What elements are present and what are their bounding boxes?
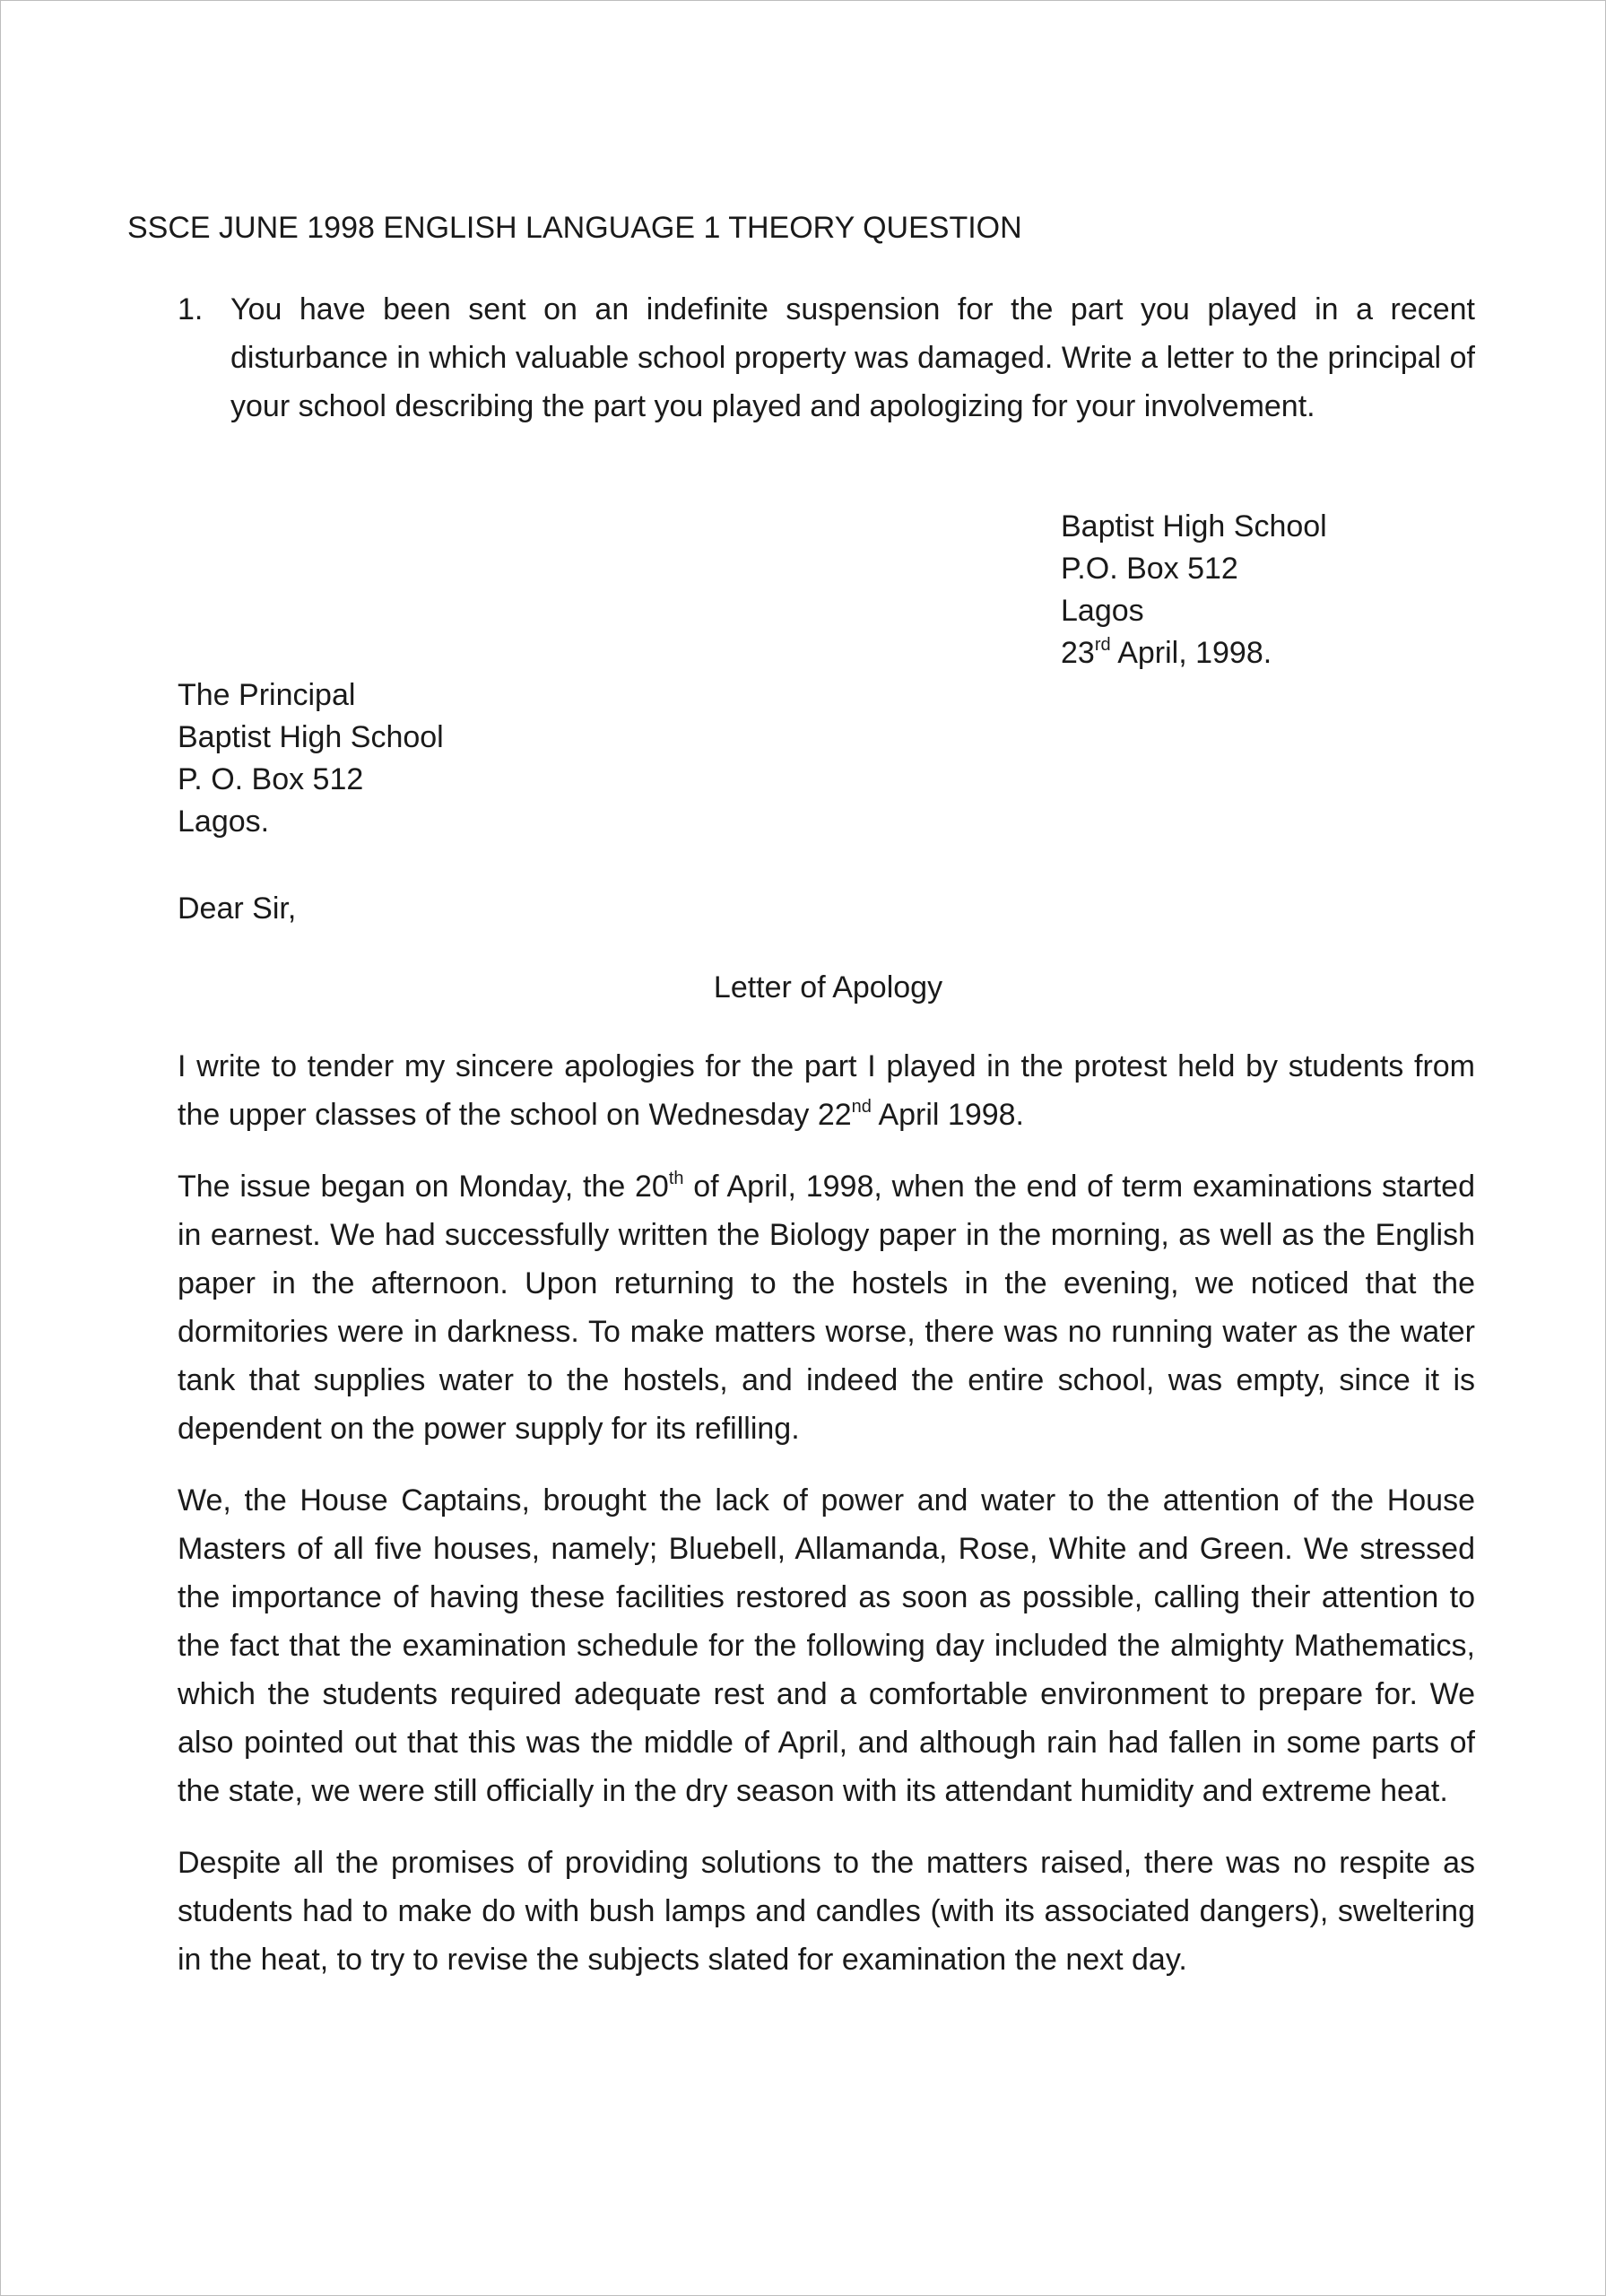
sender-po-box: P.O. Box 512 (1061, 552, 1238, 586)
paragraph-2-text-end: of April, 1998, when the end of term examinations started in earnest. We had successfully written the Biology paper in the morning, as well as the English paper in the afternoon. Upon returning to the hostels in the evening, we noticed that the dormitories were in darkness. To make matters worse, there was no running water as the water tank that supplies water to the hostels, and indeed the entire school, was empty, since it is dependent on the power supply for its refilling. (178, 1170, 1476, 1446)
paragraph-1-suffix: nd (851, 1097, 872, 1117)
sender-city: Lagos (1061, 594, 1144, 628)
date-suffix: rd (1094, 635, 1111, 655)
salutation: Dear Sir, (178, 891, 297, 926)
recipient-title: The Principal (178, 678, 356, 712)
date-day: 23 (1061, 636, 1095, 670)
sender-school: Baptist High School (1061, 509, 1327, 544)
paragraph-1-text-end: April 1998. (871, 1098, 1025, 1132)
letter-subject: Letter of Apology (713, 970, 943, 1004)
sender-address (1061, 506, 1327, 674)
letter-body (178, 1042, 1475, 2007)
paragraph-1-text: I write to tender my sincere apologies for the part I played in the protest held by students from the upper classes of the school on Wednesday 22 (178, 1049, 1475, 1132)
paragraph-4: Despite all the promises of providing solutions to the matters raised, there was no respite as students had to make do with bush lamps and candles (with its associated dangers), sweltering in the heat, to try to revise the subjects slated for examination the next day. (178, 1846, 1475, 1977)
paragraph-2-suffix: th (668, 1169, 684, 1188)
recipient-address (178, 674, 444, 843)
question-number: 1. (178, 292, 204, 326)
paragraph-2 (178, 1162, 1475, 1453)
paragraph-3: We, the House Captains, brought the lack of power and water to the attention of the House Masters of all five houses, namely; Bluebell, Allamanda, Rose, White and Green. We stressed the importance of having these facilities restored as soon as possible, calling their attention to the fact that the examination schedule for the following day included the almighty Mathematics, which the students required adequate rest and a comfortable environment to prepare for. We also pointed out that this was the middle of April, and although rain had fallen in some parts of the state, we were still officially in the dry season with its attendant humidity and extreme heat. (178, 1483, 1475, 1808)
question-text: You have been sent on an indefinite suspension for the part you played in a recent disturbance in which valuable school property was damaged. Write a letter to the principal of your school describing the part you played and apologizing for your involvement. (230, 292, 1475, 423)
recipient-po-box: P. O. Box 512 (178, 762, 364, 796)
letter-date (1061, 632, 1327, 674)
recipient-school: Baptist High School (178, 720, 444, 754)
paragraph-1 (178, 1042, 1475, 1139)
paragraph-2-text: The issue began on Monday, the 20 (178, 1170, 669, 1204)
document-title: SSCE JUNE 1998 ENGLISH LANGUAGE 1 THEORY QUESTION (127, 211, 1022, 245)
date-rest: April, 1998. (1110, 636, 1272, 670)
recipient-city: Lagos. (178, 804, 270, 839)
question-item (178, 285, 1475, 430)
